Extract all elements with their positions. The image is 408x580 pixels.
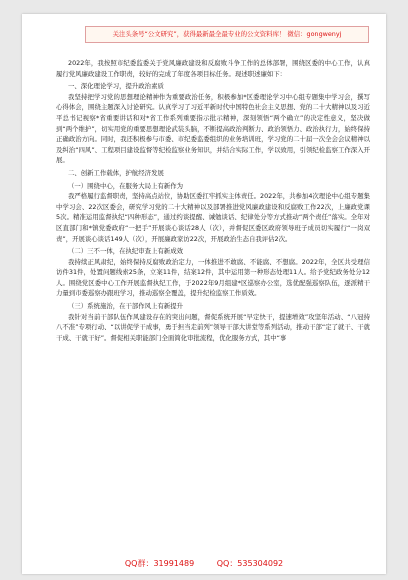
paragraph: 我严格履行监督职责，坚持高点站位，协助区委扛牢抓实主体责任。2022年，共参加4次理论中心组专题集中学习会、22次区委会，研究学习党的二十大精神以及部署推进党风廉政建设和反腐败工作22次，上廉政党课5次。精准运用监督执纪“四种形态”，通过约谈提醒、诫勉谈话、纪律处分等方式推动“两个责任”落实。全年对区直部门和*镇党委政府“一把手”开展谈心谈话28人（次），并督促区委区政府领导班子成员切实履行“一岗双责”，开展谈心谈话149人（次），开展廉政家访22次，开展政治生态自我评估2次。 (56, 192, 370, 243)
paragraph: 我坚持把学习党的思想理论精神作为重要政治任务，积极参加*区委理论学习中心组专题集中学习会，撰写心得体会，围绕主题深入讨论研究。认真学习了习近平新时代中国特色社会主义思想、党的二十大精神以及习近平总书记视察*省重要讲话和对*省工作系列重要指示批示精神，深刻领悟“两个确立”的决定性意义，坚决做到“两个维护”，切实用党的重要思想理论武装头脑，不断提高政治判断力、政治领悟力、政治执行力，始终保持正确政治方向。同时，我还积极参与市委、市纪委监委组织的业务培训班，学习党的二十届一次全会会议精神以及纠治“四风”、工程项目建设监督等纪检监察业务知识，并结合实际工作，学以致用，引领纪检监察工作深入开展。 (56, 92, 370, 165)
promo-banner: 关注头条号“公文研究”，获得最新最全最专业的公文资料库！ 微信：gongwenyj (85, 26, 369, 43)
qq-group-text: QQ群：31991489 (124, 559, 195, 568)
document-page (22, 14, 386, 574)
subsection-heading: （一）围绕中心，在服务大局上有新作为 (68, 181, 184, 190)
subsection-heading: （二）三不一体，在执纪审查上有新成效 (68, 247, 184, 256)
paragraph: 我持续正风肃纪，始终保持反腐败政治定力，一体推进不敢腐、不能腐、不想腐。2022年，全区共受理信访件31件，处置问题线索25条，立案11件，结案12件，其中运用第一种形态处理11人。给予党纪政务处分12人。围绕党区委中心工作开展监督执纪工作，于2022年9月组建*区巡察办公室，选优配强巡察队伍，逐派精干力量到市委巡察办跟班学习，推动巡察全覆盖，提升纪检监察工作质效。 (56, 257, 370, 298)
section-heading: 一、深化理论学习，提升政治素质 (68, 82, 164, 91)
paragraph: 我针对当前干部队伍作风建设存在的突出问题，督促系统开展“早定快干，提速增效”攻坚年活动、“八冠持八不准”专项行动、“以讲促学干成事，勇于担当走前列”领导干部大讲堂等系列活动，推动干部“定了就干、干就干成、干就干好”。督促相关职能部门全面简化审批流程，优化服务方式，其中“事 (56, 312, 370, 342)
subsection-heading: （三）系统施治，在干部作风上有新提升 (68, 302, 184, 311)
document-body (56, 58, 370, 343)
section-heading: 二、创新工作载体，护航经济发展 (68, 168, 164, 177)
contact-footer (22, 559, 386, 569)
paragraph: 2022年，我按照市纪委监委关于党风廉政建设和反腐败斗争工作的总体部署，围绕区委的中心工作，认真履行党风廉政建设工作职责，较好的完成了年度各项目标任务。现述职述廉如下： (56, 59, 370, 78)
qq-text: QQ：535304092 (216, 559, 284, 568)
